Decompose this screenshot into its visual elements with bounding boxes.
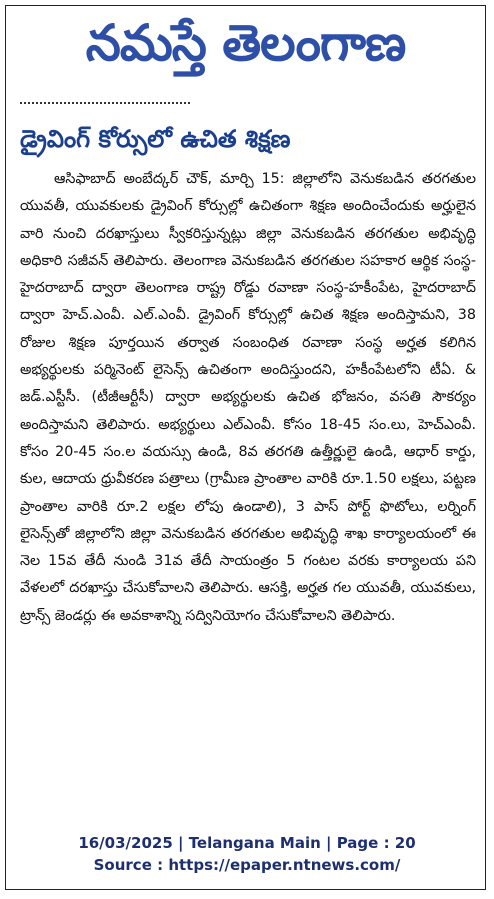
edition-info: 16/03/2025 | Telangana Main | Page : 20: [78, 834, 416, 852]
newspaper-masthead: నమస్తే తెలంగాణ: [85, 14, 406, 72]
clipping-footer: [0, 832, 494, 876]
news-clipping: [5, 5, 486, 890]
article-headline: డ్రైవింగ్ కోర్సులో ఉచిత శిక్షణ: [20, 125, 291, 153]
source-link[interactable]: Source : https://epaper.ntnews.com/: [93, 856, 401, 874]
clipping-cut-line: [20, 102, 190, 114]
article-body: ఆసిఫాబాద్ అంబేద్కర్ చౌక్, మార్చి 15: జిల్లాలోని వెనుకబడిన తరగతుల యువతీ, యువకులకు డ్రైవింగ్ కోర్సుల్లో ఉచితంగా శిక్షణ అందించేందుకు అర్హులైన వారి నుంచి దరఖాస్తులు స్వీకరిస్తున్నట్లు జిల్లా వెనుకబడిన తరగతుల అభివృద్ధి అధికారి సజీవన్ తెలిపారు. తెలంగాణ వెనుకబడిన తరగతుల సహకార ఆర్థిక సంస్థ-హైదరాబాద్ ద్వారా తెలంగాణ రాష్ట్ర రోడ్డు రవాణా సంస్థ-హకీంపేట, హైదరాబాద్ ద్వారా హెచ్.ఎంవీ. ఎల్.ఎంవీ. డ్రైవింగ్ కోర్సుల్లో ఉచిత శిక్షణ అందిస్తామని, 38 రోజుల శిక్షణ పూర్తయిన తర్వాత సంబంధిత రవాణా సంస్థ అర్హత కలిగిన అభ్యర్థులకు పర్మినెంట్ లైసెన్స్ ఉచితంగా అందిస్తుందని, హకీంపేటలోని టీఏ. & జడ్.ఎస్టీసీ. (టీజీఆర్టీసీ) ద్వారా అభ్యర్థులకు ఉచిత భోజనం, వసతి సౌకర్యం అందిస్తామని తెలిపారు. అభ్యర్థులు ఎల్ఎంవీ. కోసం 18-45 సం.లు, హెచ్ఎంవీ. కోసం 20-45 సం.ల వయస్సు ఉండి, 8వ తరగతి ఉత్తీర్ణులై ఉండి, ఆధార్ కార్డు, కుల, ఆదాయ ధ్రువీకరణ పత్రాలు (గ్రామీణ ప్రాంతాల వారికి రూ.1.50 లక్షలు, పట్టణ ప్రాంతాల వారికి రూ.2 లక్షల లోపు ఉండాలి), 3 పాస్ పోర్ట్ ఫొటోలు, లర్నింగ్ లైసెన్స్‌తో జిల్లాలోని జిల్లా వెనుకబడిన తరగతుల అభివృద్ధి శాఖ కార్యాలయంలో ఈ నెల 15వ తేదీ నుండి 31వ తేదీ సాయంత్రం 5 గంటల వరకు కార్యాలయ పని వేళలలో దరఖాస్తు చేసుకోవాలని తెలిపారు. ఆసక్తి, అర్హత గల యువతీ, యువకులు, ట్రాన్స్ జెండర్లు ఈ అవకాశాన్ని సద్వినియోగం చేసుకోవాలని తెలిపారు.: [20, 171, 476, 624]
